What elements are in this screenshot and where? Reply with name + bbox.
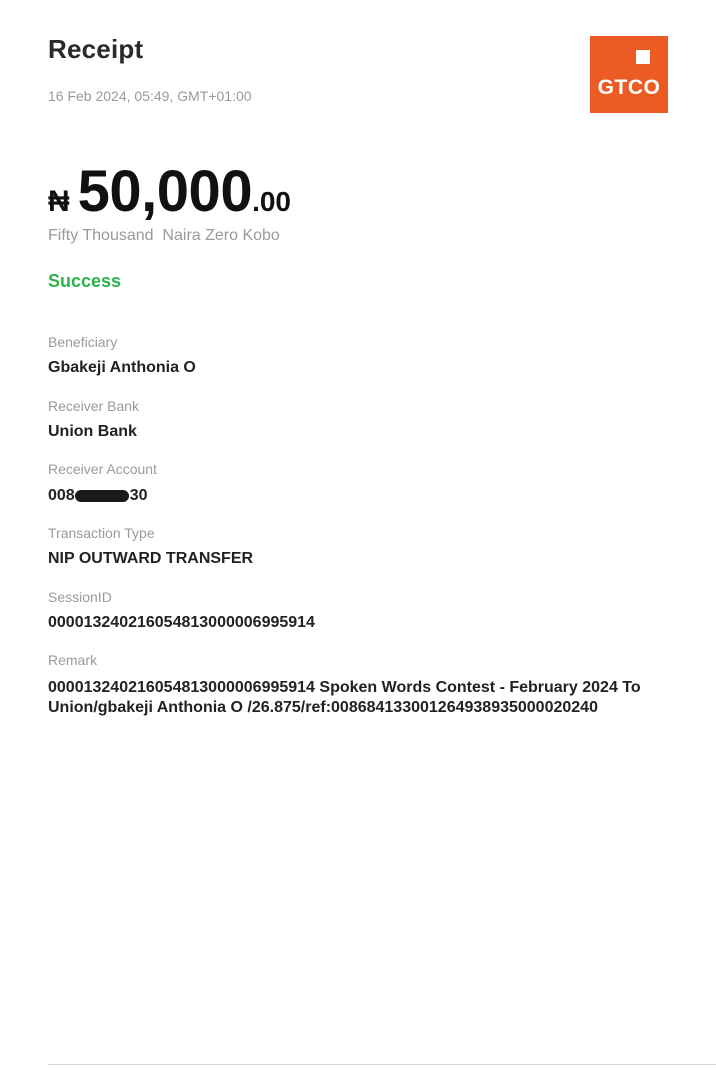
amount-in-words: Fifty Thousand Naira Zero Kobo bbox=[48, 227, 280, 244]
bottom-divider bbox=[48, 1064, 716, 1065]
gtco-logo bbox=[590, 36, 668, 113]
receipt-date: 16 Feb 2024, 05:49, GMT+01:00 bbox=[48, 88, 252, 104]
receiver-bank-label: Receiver Bank bbox=[48, 398, 140, 414]
naira-symbol: ₦ bbox=[48, 185, 70, 218]
remark-label: Remark bbox=[48, 652, 98, 668]
account-prefix: 008 bbox=[48, 487, 75, 504]
receiver-bank-value: Union Bank bbox=[48, 423, 137, 440]
amount-decimal: .00 bbox=[252, 186, 292, 217]
transaction-type-label: Transaction Type bbox=[48, 525, 155, 541]
logo-square-icon bbox=[636, 50, 650, 64]
session-id-label: SessionID bbox=[48, 589, 112, 605]
amount bbox=[48, 158, 291, 224]
beneficiary-label: Beneficiary bbox=[48, 334, 118, 350]
remark-value: 000013240216054813000006995914 Spoken Words Contest - February 2024 To Union/gbakeji Anthonia O /26.875/ref:008684133001264938935000020240 bbox=[48, 679, 641, 716]
account-suffix: 30 bbox=[129, 487, 148, 504]
beneficiary-value: Gbakeji Anthonia O bbox=[48, 359, 196, 376]
logo-text: GTCO bbox=[597, 76, 661, 99]
status-text: Success bbox=[48, 271, 122, 291]
receiver-account-label: Receiver Account bbox=[48, 461, 157, 477]
account-redaction bbox=[75, 490, 129, 502]
page-title: Receipt bbox=[48, 34, 144, 64]
session-id-value: 000013240216054813000006995914 bbox=[48, 614, 315, 631]
amount-main: 50,000 bbox=[77, 159, 253, 224]
receiver-account-value bbox=[48, 487, 148, 505]
transaction-type-value: NIP OUTWARD TRANSFER bbox=[48, 550, 254, 567]
